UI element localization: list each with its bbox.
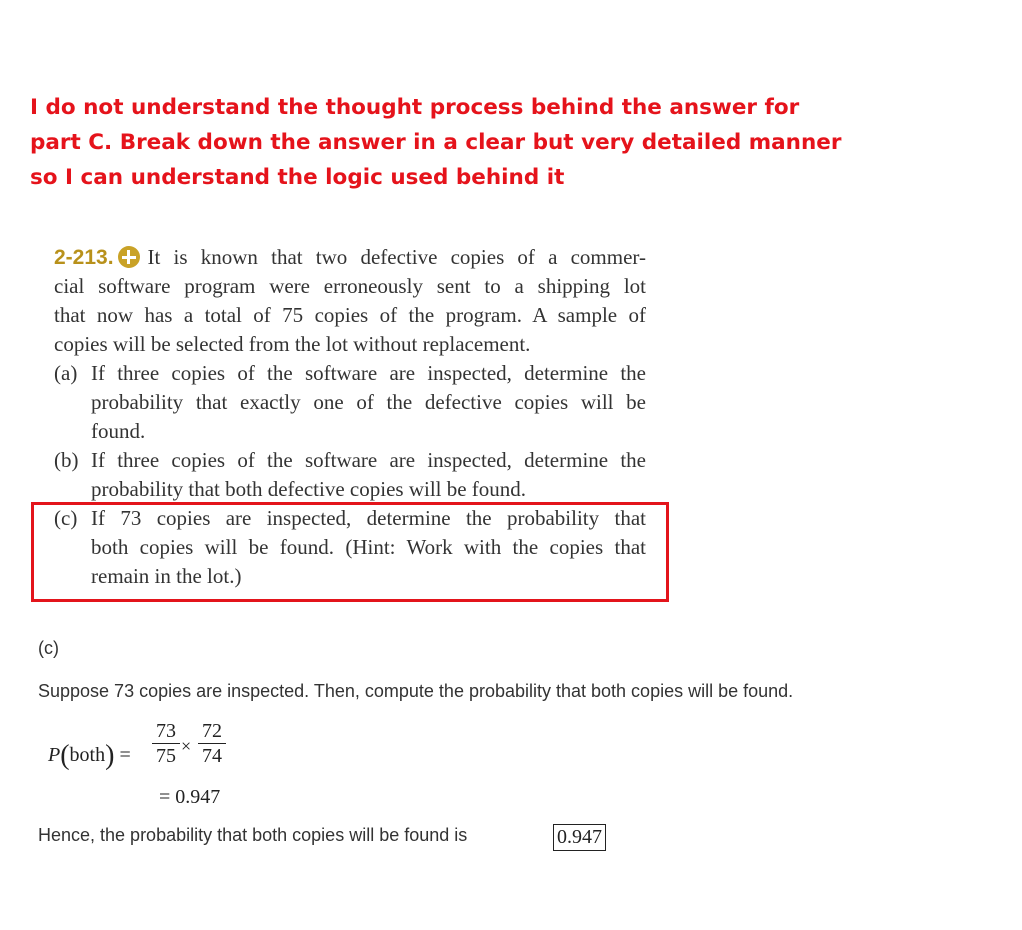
- conclusion-text: Hence, the probability that both copies will be found is: [38, 825, 468, 845]
- part-label: (b): [54, 448, 79, 472]
- plus-icon: [118, 246, 140, 268]
- fraction-2: 72 74: [198, 720, 226, 767]
- problem-intro-line: copies will be selected from the lot without replacement.: [54, 332, 531, 356]
- part-line: remain in the lot.): [91, 564, 242, 588]
- highlight-box: [31, 502, 669, 602]
- part-line: If three copies of the software are inspected, determine the: [91, 361, 646, 385]
- solution-text: Suppose 73 copies are inspected. Then, compute the probability that both copies will be found.: [38, 681, 794, 701]
- problem-intro-line: that now has a total of 75 copies of the program. A sample of: [54, 303, 646, 327]
- solution-label: (c): [38, 638, 59, 658]
- times-sign: ×: [181, 736, 192, 756]
- part-line: probability that both defective copies will be found.: [91, 477, 527, 501]
- final-answer: 0.947: [553, 824, 606, 851]
- question-line: part C. Break down the answer in a clear but very detailed manner: [30, 130, 842, 155]
- part-label: (c): [54, 506, 78, 530]
- question-line: so I can understand the logic used behind it: [30, 165, 565, 190]
- part-line: If three copies of the software are inspected, determine the: [91, 448, 646, 472]
- problem-intro-line: 2-213. It is known that two defective copies of a commer-: [54, 245, 646, 269]
- equation-lhs: P(both) =: [48, 740, 131, 771]
- part-line: If 73 copies are inspected, determine the probability that: [91, 506, 646, 530]
- part-line: both copies will be found. (Hint: Work with the copies that: [91, 535, 646, 559]
- part-line: probability that exactly one of the defective copies will be: [91, 390, 646, 414]
- problem-number: 2-213.: [54, 246, 114, 269]
- problem-part-b: [54, 446, 646, 504]
- equation-result: = 0.947: [159, 786, 221, 808]
- problem-part-a: [54, 359, 646, 446]
- part-label: (a): [54, 361, 78, 385]
- question-line: I do not understand the thought process behind the answer for: [30, 95, 800, 120]
- problem-intro-line: cial software program were erroneously sent to a shipping lot: [54, 274, 646, 298]
- part-line: found.: [91, 419, 146, 443]
- user-question: [30, 90, 841, 195]
- fraction-1: 73 75: [152, 720, 180, 767]
